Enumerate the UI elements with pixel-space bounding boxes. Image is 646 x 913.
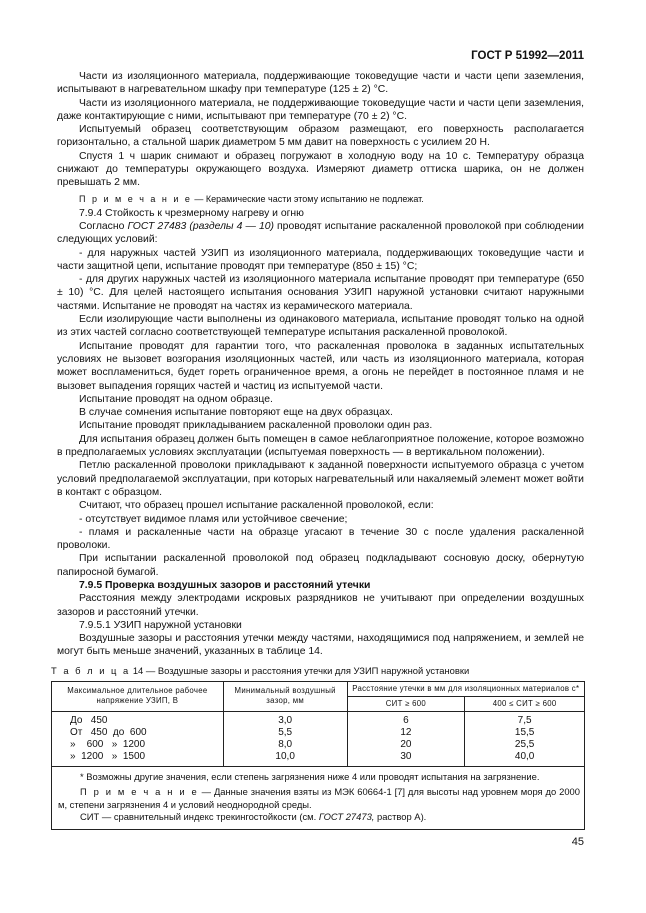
header-cti-600: СИТ ≥ 600	[347, 696, 465, 711]
standard-reference: ГОСТ 27473,	[318, 810, 375, 822]
paragraph: Для испытания образец должен быть помещен в самое неблагоприятное положение, которое возможно в предполагаемых условиях эксплуатации (испытуемая поверхность — в вертикальном положении).	[57, 433, 584, 459]
cell-creepage-cti-600: 20	[400, 738, 412, 750]
table-footnote: * Возможны другие значения, если степень загрязнения ниже 4 или проводят испытания на загрязнение.	[80, 770, 540, 782]
paragraph: Считают, что образец прошел испытание раскаленной проволокой, если:	[79, 500, 434, 512]
paragraph: Петлю раскаленной проволоки прикладывают к заданной поверхности испытуемого образца с учетом условий предполагаемой эксплуатации, при которых нагревательный или накаляемый элемент может войти в контакт с образцом.	[57, 460, 584, 498]
header-air-gap: Минимальный воздушный зазор, мм	[223, 681, 347, 711]
note-label: П р и м е ч а н и е	[79, 193, 192, 204]
list-item: - отсутствует видимое пламя или устойчивое свечение;	[79, 513, 348, 525]
cell-voltage: » 600 » 1200	[70, 738, 146, 750]
header-creepage-distance: Расстояние утечки в мм для изоляционных материалов с*	[347, 681, 584, 696]
list-item: - пламя и раскаленные части на образце угасают в течение 30 с после удаления раскаленной проволоки.	[57, 526, 584, 552]
table-note-label: П р и м е ч а н и е	[80, 786, 199, 798]
list-item: - для наружных частей УЗИП из изоляционного материала, поддерживающих токоведущие части и части защитной цепи, испытание проводят при температуре (850 ± 15) °С;	[57, 247, 584, 272]
cell-creepage-cti-600: 30	[400, 750, 412, 762]
document-header: ГОСТ Р 51992—2011	[471, 50, 584, 62]
paragraph: Если изолирующие части выполнены из одинакового материала, испытание проводят только на одной из этих частей согласно соответствующей температуре испытания раскаленной проволокой.	[57, 314, 584, 339]
table-footnotes	[52, 766, 585, 830]
cell-voltage: От 450 до 600	[70, 726, 147, 738]
paragraph: Воздушные зазоры и расстояния утечки между частями, находящимися под напряжением, и землей не могут быть меньше значений, указанных в таблице 14.	[57, 633, 584, 658]
table-caption-label: Т а б л и ц а	[51, 664, 131, 676]
list-item: - для других наружных частей из изоляционного материала испытание проводят при температуре (650 ± 10) °С. Для целей настоящего испытания основания УЗИП наружной установки считают наружными частями. Испытание не проводят на частях из керамического материала.	[57, 274, 584, 312]
standard-reference: ГОСТ 27483 (разделы 4 — 10)	[127, 220, 274, 232]
cell-creepage-cti-600: 6	[403, 714, 409, 726]
clearance-table	[51, 681, 585, 831]
paragraph: Испытание проводят на одном образце.	[79, 393, 273, 405]
note-text: — Керамические части этому испытанию не подлежат.	[191, 193, 424, 204]
table-note-text: — Данные значения взяты из МЭК 60664-1 [7] для высоты над уровнем моря до 2000 м, степени загрязнения 4 и условий неоднородной среды.	[58, 786, 580, 810]
paragraph: В случае сомнения испытание повторяют еще на двух образцах.	[79, 407, 393, 419]
cell-air-gap: 10,0	[275, 750, 295, 762]
cell-voltage: » 1200 » 1500	[70, 750, 146, 762]
cell-creepage-cti-400-600: 7,5	[517, 714, 532, 726]
cell-air-gap: 3,0	[278, 714, 293, 726]
table-caption-text: 14 — Воздушные зазоры и расстояния утечки для УЗИП наружной установки	[130, 664, 470, 676]
paragraph: Испытуемый образец соответствующим образом размещают, его поверхность располагается горизонтально, а стальной шарик диаметром 5 мм давит на поверхность с усилием 20 Н.	[57, 124, 584, 149]
table-body	[52, 711, 585, 766]
cell-creepage-cti-400-600: 40,0	[514, 750, 535, 762]
paragraph	[57, 220, 584, 247]
paragraph-text: Согласно	[79, 220, 128, 232]
page-number: 45	[571, 836, 584, 848]
cti-note-text: СИТ — сравнительный индекс трекингостойкости (см.	[80, 810, 319, 822]
header-max-voltage: Максимальное длительное рабочее напряжение УЗИП, В	[52, 681, 224, 711]
paragraph: При испытании раскаленной проволокой под образец подкладывают сосновую доску, обернутую папиросной бумагой.	[57, 553, 584, 578]
cti-note-text: раствор А).	[374, 810, 427, 822]
cell-air-gap: 8,0	[278, 738, 293, 750]
section-heading-7-9-4: 7.9.4 Стойкость к чрезмерному нагреву и огню	[79, 207, 304, 219]
section-heading-7-9-5: 7.9.5 Проверка воздушных зазоров и расстояний утечки	[79, 579, 371, 591]
paragraph: Части из изоляционного материала, не поддерживающие токоведущие части и части цепи заземления, даже контактирующие с ними, испытывают при температуре (70 ± 2) °С.	[57, 97, 584, 122]
cell-creepage-cti-400-600: 15,5	[514, 726, 535, 738]
cell-air-gap: 5,5	[278, 726, 293, 738]
header-cti-400-600: 400 ≤ СИТ ≥ 600	[465, 696, 585, 711]
section-heading-7-9-5-1: 7.9.5.1 УЗИП наружной установки	[79, 619, 242, 631]
paragraph: Расстояния между электродами искровых разрядников не учитывают при определении воздушных зазоров и расстояний утечки.	[57, 593, 584, 618]
cell-creepage-cti-600: 12	[400, 726, 412, 738]
table-caption	[51, 665, 584, 677]
table-note	[58, 786, 580, 811]
cell-voltage: До 450	[70, 714, 108, 726]
page-content	[51, 70, 584, 830]
table-cti-note	[58, 811, 580, 823]
paragraph: Испытание проводят для гарантии того, что раскаленная проволока в заданных испытательных условиях не вызовет возгорания изоляционных частей, или часть из изоляционного материала, которая может воспламениться, будет гореть ограниченное время, а огонь не перейдет в постоянное пламя и не вызовет выпадения горящих частей и частиц из испытуемой части.	[57, 340, 584, 392]
cell-creepage-cti-400-600: 25,5	[514, 738, 535, 750]
paragraph: Части из изоляционного материала, поддерживающие токоведущие части и части цепи заземления, испытывают в нагревательном шкафу при температуре (125 ± 2) °С.	[57, 71, 584, 96]
paragraph: Спустя 1 ч шарик снимают и образец погружают в холодную воду на 10 с. Температуру образца снижают до температуры окружающего воздуха. Измеряют диаметр оттиска шарика, он не должен превышать 2 мм.	[57, 150, 584, 189]
paragraph: Испытание проводят прикладыванием раскаленной проволоки один раз.	[79, 420, 433, 432]
note	[57, 193, 584, 205]
paragraph-text: проводят испытание раскаленной проволокой при соблюдении следующих условий:	[57, 220, 584, 246]
